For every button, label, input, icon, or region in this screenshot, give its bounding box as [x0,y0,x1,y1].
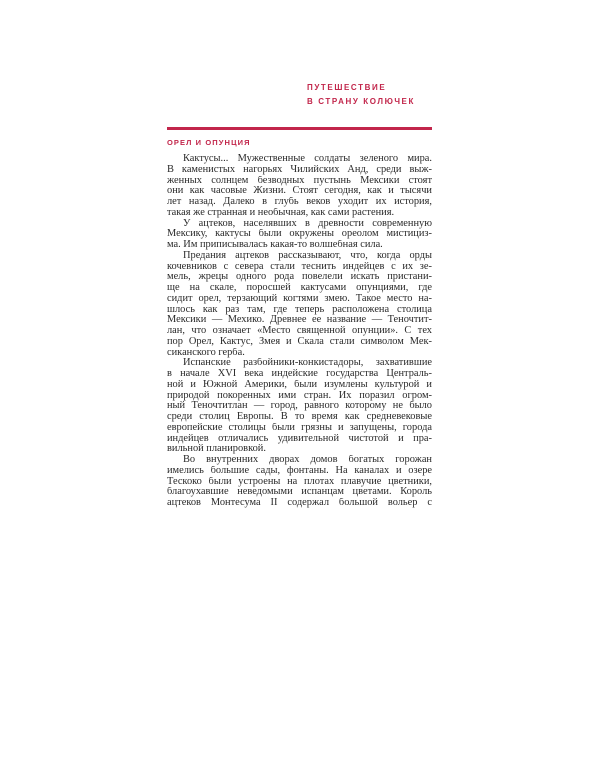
text-line: ще на скале, поросшей кактусами опунциями, где [167,283,432,293]
text-line: Мексику, кактусы были окружены ореолом мистициз- [167,229,432,240]
text-line: Предания ацтеков рассказывают, что, когда орды [183,250,432,261]
text-line: кочевников с севера стали теснить индейцев с их зе- [167,261,432,272]
text-line: ный Теночтитлан — город, равного которому не было [167,401,432,412]
text-line: сидит орел, терзающий когтями змею. Такое место на- [167,293,432,304]
text-line: Испанские разбойники-конкистадоры, захватившие [183,358,432,369]
text-line: лет назад. Далеко в глубь веков уходит их история, [167,197,432,207]
text-line: Кактусы... Мужественные солдаты зеленого мира. [183,154,432,164]
chapter-title-line-1: ПУТЕШЕСТВИЕ [307,83,387,92]
text-line: Тескоко были устроены на плотах плавучие цветники, [167,476,432,487]
text-line: благоухавшие неведомыми испанцам цветами. Король [167,487,432,498]
text-line: сиканского герба. [167,347,245,358]
text-line: ма. Им приписывалась какая-то волшебная сила. [167,240,383,250]
text-line: ацтеков Монтесума II содержал большой вольер с [167,498,432,508]
text-line: имелись большие сады, фонтаны. На каналах и озере [167,465,432,476]
text-line: такая же странная и необычная, как сами растения. [167,207,395,218]
section-divider [167,127,432,130]
text-line: индейцев отличались удивительной чистотой и пра- [167,433,432,444]
text-line: Во внутренних дворах домов богатых горожан [183,455,432,465]
text-line: лан, что означает «Место священной опунции». С тех [167,326,432,336]
text-line: европейские столицы были грязны и запущены, города [167,422,432,433]
text-line: Мексики — Мехико. Древнее ее название — Теночтит- [167,315,432,326]
chapter-title-line-2: В СТРАНУ КОЛЮЧЕК [307,97,415,106]
text-line: В каменистых нагорьях Чилийских Анд, среди выж- [167,164,432,175]
text-line: среди столиц Европы. В то время как средневековые [167,412,432,422]
text-line: У ацтеков, населявших в древности современную [183,218,432,229]
text-line: вильной планировкой. [167,444,266,455]
text-line: природой покоренных ими стран. Их поразил огром- [167,390,432,401]
section-title: ОРЕЛ И ОПУНЦИЯ [167,138,251,147]
text-line: мель, жрецы одного рода повелели искать пристани- [167,272,432,283]
text-line: женных солнцем безводных пустынь Мексики стоят [167,175,432,186]
body-text [167,154,432,509]
text-line: в начале XVI века индейские государства Централь- [167,369,432,379]
text-line: они как часовые Жизни. Стоят сегодня, как и тысячи [167,186,432,197]
text-line: шлось как раз там, где теперь расположена столица [167,304,432,315]
chapter-title [307,81,507,109]
text-line: пор Орел, Кактус, Змея и Скала стали символом Мек- [167,336,432,347]
text-line: ной и Южной Америки, были изумлены культурой и [167,379,432,390]
